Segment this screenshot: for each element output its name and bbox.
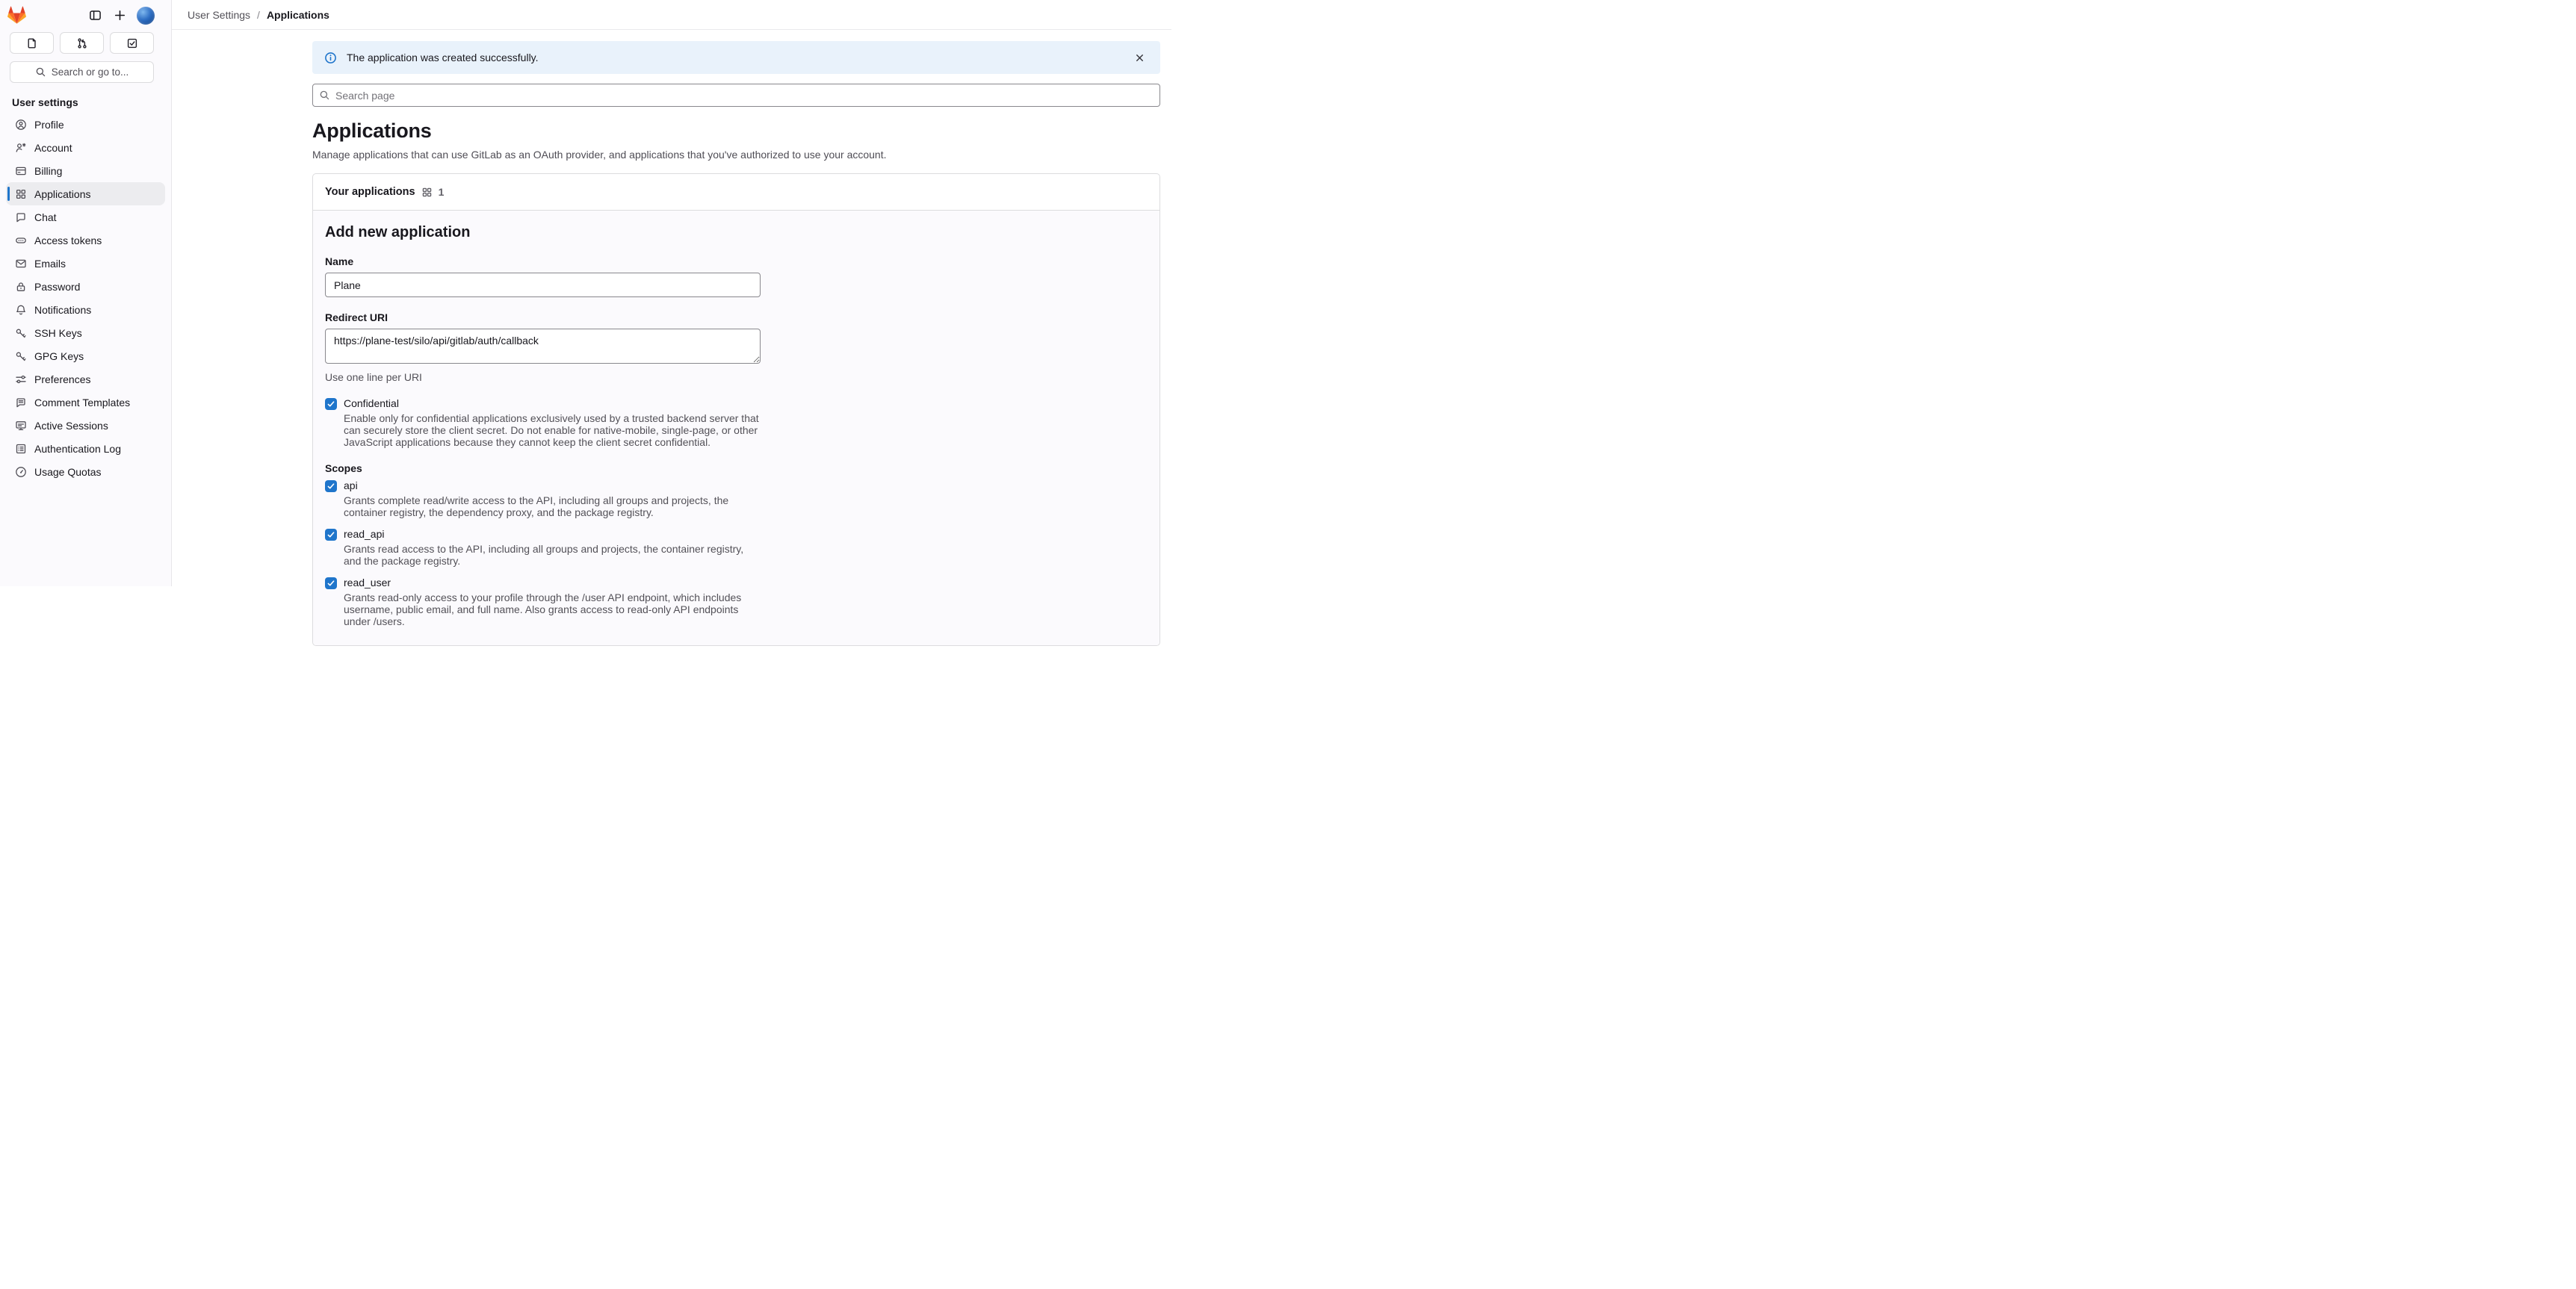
sidebar-item-emails[interactable] <box>6 252 165 275</box>
sidebar-item-billing[interactable] <box>6 159 165 182</box>
sidebar-shortcut-buttons <box>10 32 154 54</box>
page-title: Applications <box>312 119 432 142</box>
close-icon[interactable] <box>1131 49 1148 66</box>
ssh-keys-icon <box>15 327 27 339</box>
sidebar-item-notifications[interactable] <box>6 298 165 321</box>
search-page-input[interactable] <box>312 84 1160 107</box>
user-avatar[interactable] <box>137 7 155 25</box>
merge-request-icon <box>76 37 88 49</box>
access-tokens-icon <box>15 234 27 246</box>
sidebar-item-label: Active Sessions <box>34 419 108 432</box>
sidebar-item-account[interactable] <box>6 136 165 159</box>
name-label: Name <box>325 255 354 267</box>
sidebar-item-label: Emails <box>34 257 66 270</box>
your-applications-card <box>312 173 1160 646</box>
success-alert <box>312 41 1160 74</box>
api-label[interactable]: api <box>344 479 358 491</box>
read-user-label[interactable]: read_user <box>344 577 391 588</box>
page-search <box>312 84 1160 107</box>
sidebar-nav <box>0 113 171 483</box>
notifications-icon <box>15 304 27 316</box>
sidebar-toggle-icon[interactable] <box>87 7 103 23</box>
sidebar-item-preferences[interactable] <box>6 367 165 391</box>
info-icon <box>324 52 337 64</box>
page-content <box>172 30 1171 646</box>
sidebar-section-title: User settings <box>12 96 78 108</box>
create-new-plus-icon[interactable] <box>112 7 128 23</box>
sidebar-item-label: Password <box>34 280 81 293</box>
scope-read-user <box>325 577 1148 627</box>
redirect-uri-field-group <box>325 311 1148 383</box>
redirect-uri-textarea[interactable] <box>325 329 761 364</box>
confidential-checkbox[interactable] <box>325 398 337 410</box>
sidebar-item-label: Profile <box>34 118 64 131</box>
sidebar-item-label: Account <box>34 141 72 154</box>
breadcrumb-user-settings[interactable]: User Settings <box>188 8 251 21</box>
issues-icon <box>26 37 38 49</box>
sidebar-item-label: Billing <box>34 164 63 177</box>
merge-requests-shortcut-button[interactable] <box>60 32 104 54</box>
confidential-description: Enable only for confidential applications exclusively used by a trusted backend server that can securely store the client secret. Do not enable for native-mobile, single-page, or other JavaScript applications because they cannot keep the client secret confidential. <box>344 412 759 448</box>
applications-count-badge: 1 <box>438 186 445 198</box>
sidebar-item-profile[interactable] <box>6 113 165 136</box>
sidebar-item-label: Applications <box>34 187 91 200</box>
redirect-uri-label: Redirect URI <box>325 311 388 323</box>
name-input[interactable] <box>325 273 761 297</box>
breadcrumb-separator: / <box>257 8 260 21</box>
sidebar-item-label: GPG Keys <box>34 350 84 362</box>
scope-read-api <box>325 528 1148 567</box>
search-icon <box>35 66 46 78</box>
redirect-uri-help-text: Use one line per URI <box>325 371 422 383</box>
authentication-log-icon <box>15 443 27 455</box>
password-icon <box>15 281 27 293</box>
page-description: Manage applications that can use GitLab as an OAuth provider, and applications that you've authorized to use your account. <box>312 149 887 161</box>
sidebar-item-chat[interactable] <box>6 205 165 229</box>
scopes-label: Scopes <box>325 462 362 474</box>
sidebar-item-comment-templates[interactable] <box>6 391 165 414</box>
add-new-application-title: Add new application <box>325 224 471 240</box>
comment-templates-icon <box>15 397 27 409</box>
confidential-label[interactable]: Confidential <box>344 397 399 409</box>
sidebar-item-label: Preferences <box>34 373 91 385</box>
account-icon <box>15 142 27 154</box>
applications-icon <box>15 188 27 200</box>
sidebar-item-label: Access tokens <box>34 234 102 246</box>
usage-quotas-icon <box>15 466 27 478</box>
read-api-checkbox[interactable] <box>325 529 337 541</box>
sidebar-item-active-sessions[interactable] <box>6 414 165 437</box>
sidebar-item-label: Comment Templates <box>34 396 131 409</box>
preferences-icon <box>15 373 27 385</box>
api-description: Grants complete read/write access to the API, including all groups and projects, the container registry, the dependency proxy, and the package registry. <box>344 494 729 518</box>
breadcrumb-applications: Applications <box>266 8 329 21</box>
issues-shortcut-button[interactable] <box>10 32 54 54</box>
search-or-go-to-button[interactable] <box>10 61 154 83</box>
sidebar-item-applications[interactable] <box>6 182 165 205</box>
card-header <box>313 174 1159 210</box>
name-field-group <box>325 255 1148 297</box>
card-body <box>313 210 1159 645</box>
billing-icon <box>15 165 27 177</box>
sidebar-item-gpg-keys[interactable] <box>6 344 165 367</box>
read-user-description: Grants read-only access to your profile through the /user API endpoint, which includes username, public email, and full name. Also grants access to read-only API endpoints under /users. <box>344 591 742 627</box>
scopes-group <box>325 462 1148 627</box>
search-label: Search or go to... <box>51 66 129 78</box>
sidebar-item-label: Chat <box>34 211 57 223</box>
sidebar-item-ssh-keys[interactable] <box>6 321 165 344</box>
gpg-keys-icon <box>15 350 27 362</box>
sidebar-item-label: Usage Quotas <box>34 465 102 478</box>
read-user-checkbox[interactable] <box>325 577 337 589</box>
sidebar-item-label: Authentication Log <box>34 442 121 455</box>
sidebar-item-password[interactable] <box>6 275 165 298</box>
chat-icon <box>15 211 27 223</box>
sidebar <box>0 0 172 586</box>
top-bar <box>172 0 1171 30</box>
sidebar-header <box>0 0 171 28</box>
alert-message: The application was created successfully. <box>347 52 539 63</box>
api-checkbox[interactable] <box>325 480 337 492</box>
sidebar-item-usage-quotas[interactable] <box>6 460 165 483</box>
card-title: Your applications <box>325 186 415 198</box>
gitlab-logo-icon[interactable] <box>7 6 26 25</box>
sidebar-item-label: Notifications <box>34 303 92 316</box>
sidebar-item-label: SSH Keys <box>34 326 82 339</box>
applications-grid-icon <box>421 187 433 198</box>
sidebar-item-access-tokens[interactable] <box>6 229 165 252</box>
confidential-group <box>325 397 1148 448</box>
todo-list-icon <box>126 37 138 49</box>
read-api-label[interactable]: read_api <box>344 528 385 540</box>
read-api-description: Grants read access to the API, including all groups and projects, the container registry, and the package registry. <box>344 543 744 567</box>
emails-icon <box>15 258 27 270</box>
todo-list-shortcut-button[interactable] <box>110 32 154 54</box>
search-icon <box>319 90 330 101</box>
profile-icon <box>15 119 27 131</box>
main-area <box>172 0 1171 627</box>
sidebar-item-authentication-log[interactable] <box>6 437 165 460</box>
active-sessions-icon <box>15 420 27 432</box>
scope-api <box>325 479 1148 518</box>
